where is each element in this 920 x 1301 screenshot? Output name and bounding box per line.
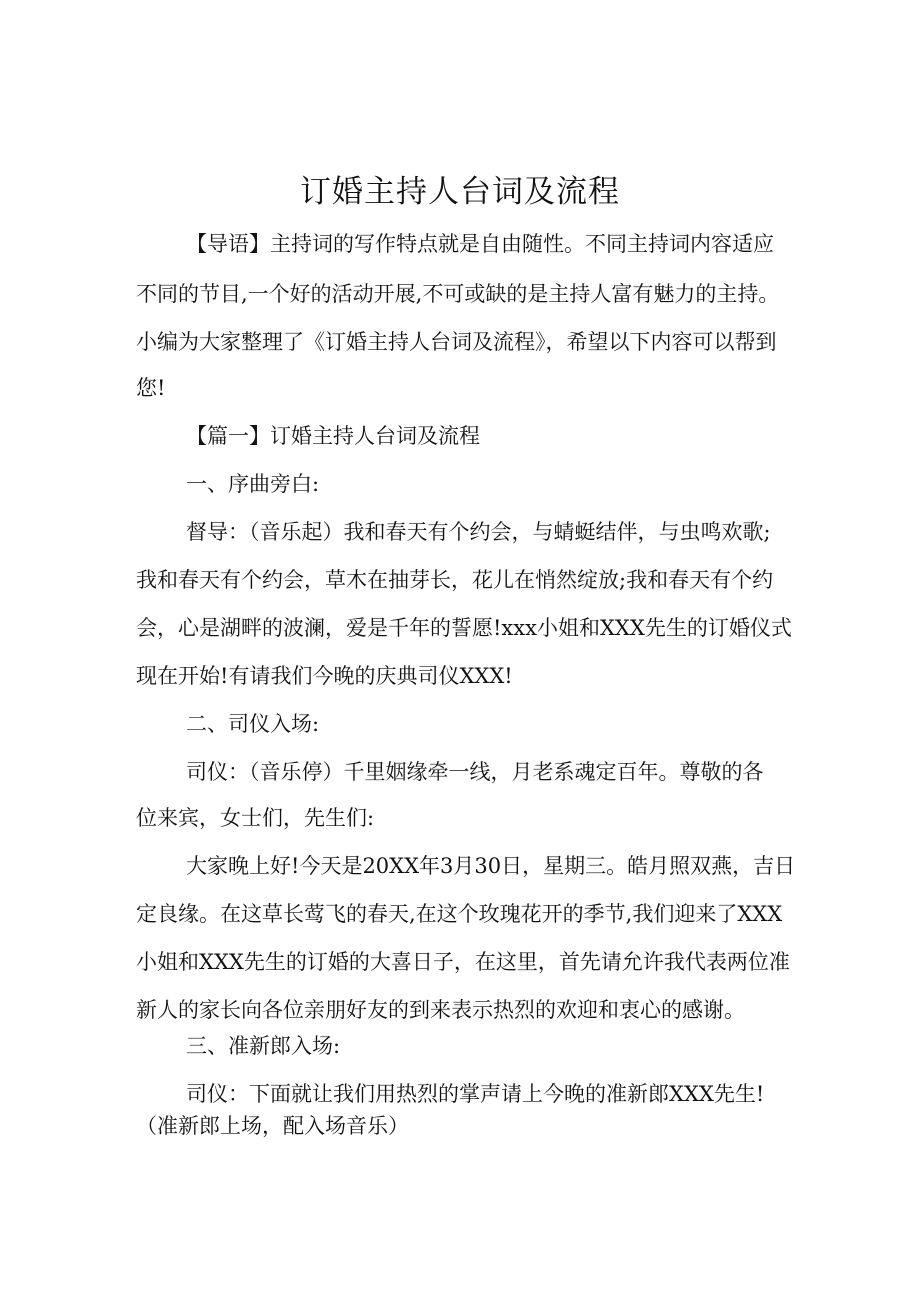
section2-heading: 二、司仪入场: (186, 712, 320, 736)
section1-heading: 一、序曲旁白: (186, 472, 320, 496)
section2-line-1: 司仪：（音乐停）千里姻缘牵一线，月老系魂定百年。尊敬的各 (186, 760, 764, 784)
section1-line-4: 现在开始!有请我们今晚的庆典司仪XXX! (136, 664, 513, 688)
section2-line-3: 大家晚上好!今天是20XX年3月30日，星期三。皓月照双燕，吉日 (186, 854, 796, 878)
section3-heading: 三、准新郎入场: (186, 1034, 341, 1058)
intro-line-4: 您! (136, 376, 166, 400)
document-title: 订婚主持人台词及流程 (300, 174, 620, 210)
intro-line-2: 不同的节目,一个好的活动开展,不可或缺的是主持人富有魅力的主持。 (136, 282, 780, 306)
section3-line-1: 司仪：下面就让我们用热烈的掌声请上今晚的准新郎XXX先生! (186, 1082, 765, 1106)
section2-line-2: 位来宾，女士们，先生们: (136, 806, 375, 830)
intro-line-3: 小编为大家整理了《订婚主持人台词及流程》，希望以下内容可以帮到 (136, 330, 777, 354)
section1-line-2: 我和春天有个约会，草木在抽芽长，花儿在悄然绽放;我和春天有个约 (136, 568, 774, 592)
section2-line-6: 新人的家长向各位亲朋好友的到来表示热烈的欢迎和衷心的感谢。 (136, 998, 745, 1022)
chapter-heading: 【篇一】订婚主持人台词及流程 (186, 424, 480, 448)
section2-line-4: 定良缘。在这草长莺飞的春天,在这个玫瑰花开的季节,我们迎来了XXX (136, 902, 783, 926)
section1-line-1: 督导：（音乐起）我和春天有个约会，与蜻蜓结伴，与虫鸣欢歌; (186, 520, 771, 544)
section3-line-2: （准新郎上场，配入场音乐） (136, 1114, 409, 1138)
section1-line-3: 会，心是湖畔的波澜，爱是千年的誓愿!xxx小姐和XXX先生的订婚仪式 (136, 616, 792, 640)
section2-line-5: 小姐和XXX先生的订婚的大喜日子，在这里，首先请允许我代表两位准 (136, 950, 790, 974)
intro-line-1: 【导语】主持词的写作特点就是自由随性。不同主持词内容适应 (186, 232, 774, 256)
